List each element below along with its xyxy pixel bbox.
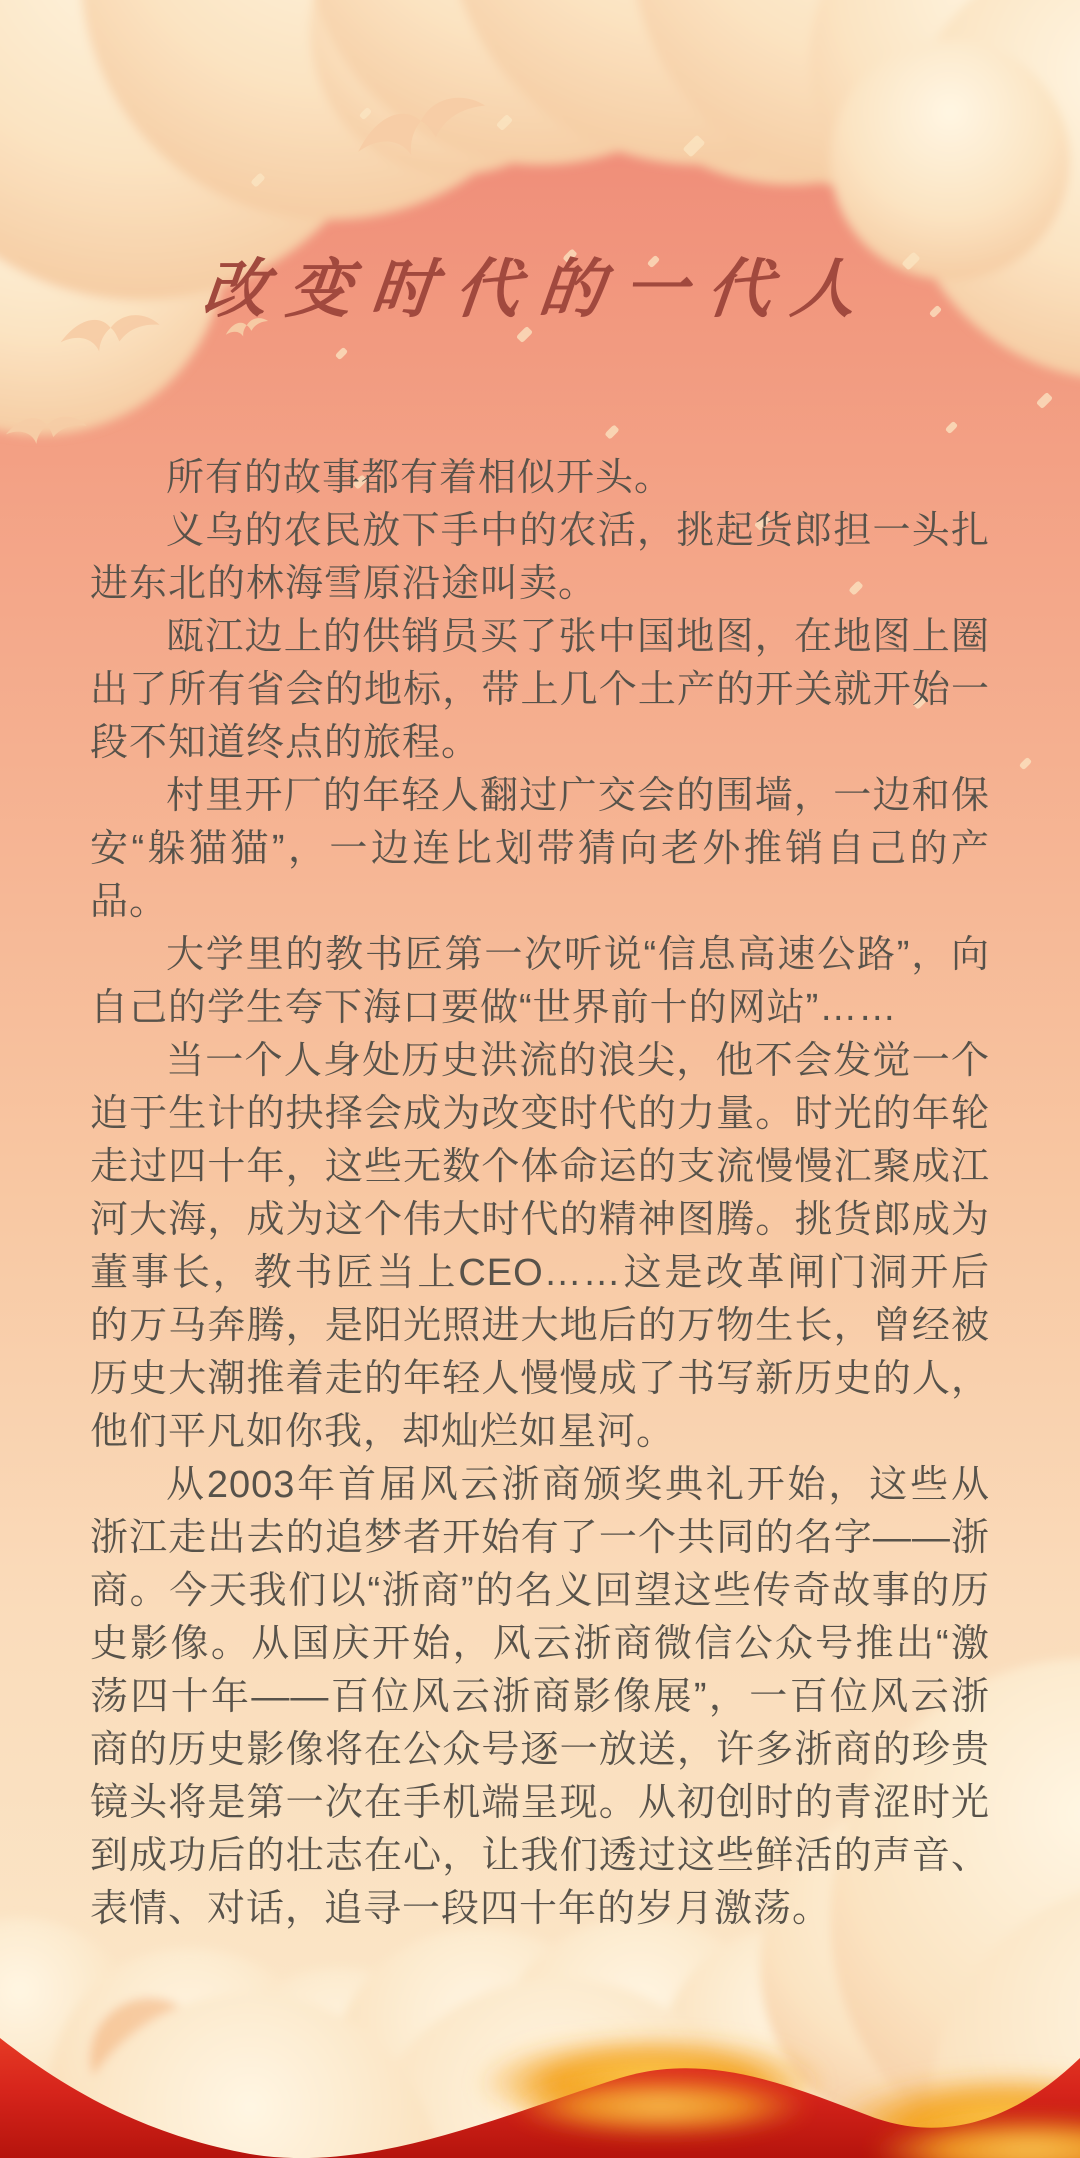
paragraph: 义乌的农民放下手中的农活，挑起货郎担一头扎进东北的林海雪原沿途叫卖。 xyxy=(90,510,990,605)
paragraph: 所有的故事都有着相似开头。 xyxy=(166,457,674,499)
top-clouds-decoration xyxy=(0,0,1080,450)
paragraph: 当一个人身处历史洪流的浪尖，他不会发觉一个迫于生计的抉择会成为改变时代的力量。时光的年轮走过四十年，这些无数个体命运的支流慢慢汇聚成江河大海，成为这个伟大时代的精神图腾。挑货郎成为董事长，教书匠当上CEO……这是改革闸门洞开后的万马奔腾，是阳光照进大地后的万物生长，曾经被历史大潮推着走的年轻人慢慢成了书写新历史的人，他们平凡如你我，却灿烂如星河。 xyxy=(90,1040,990,1453)
paragraph: 大学里的教书匠第一次听说“信息高速公路”，向自己的学生夸下海口要做“世界前十的网站”…… xyxy=(90,934,990,1029)
article-body xyxy=(90,452,990,1936)
paragraph: 从2003年首届风云浙商颁奖典礼开始，这些从浙江走出去的追梦者开始有了一个共同的名字——浙商。今天我们以“浙商”的名义回望这些传奇故事的历史影像。从国庆开始，风云浙商微信公众号推出“激荡四十年——百位风云浙商影像展”，一百位风云浙商的历史影像将在公众号逐一放送，许多浙商的珍贵镜头将是第一次在手机端呈现。从初创时的青涩时光到成功后的壮志在心，让我们透过这些鲜活的声音、表情、对话，追寻一段四十年的岁月激荡。 xyxy=(90,1464,990,1930)
sparkle-icon xyxy=(1019,757,1032,770)
page-title: 改变时代的一代人 xyxy=(199,252,880,327)
seagull-icon xyxy=(348,79,497,185)
seagull-icon xyxy=(1,398,92,465)
paragraph: 村里开厂的年轻人翻过广交会的围墙，一边和保安“躲猫猫”，一边连比划带猜向老外推销自己的产品。 xyxy=(90,775,990,923)
paragraph: 瓯江边上的供销员买了张中国地图，在地图上圈出了所有省会的地标，带上几个土产的开关就开始一段不知道终点的旅程。 xyxy=(90,616,990,764)
